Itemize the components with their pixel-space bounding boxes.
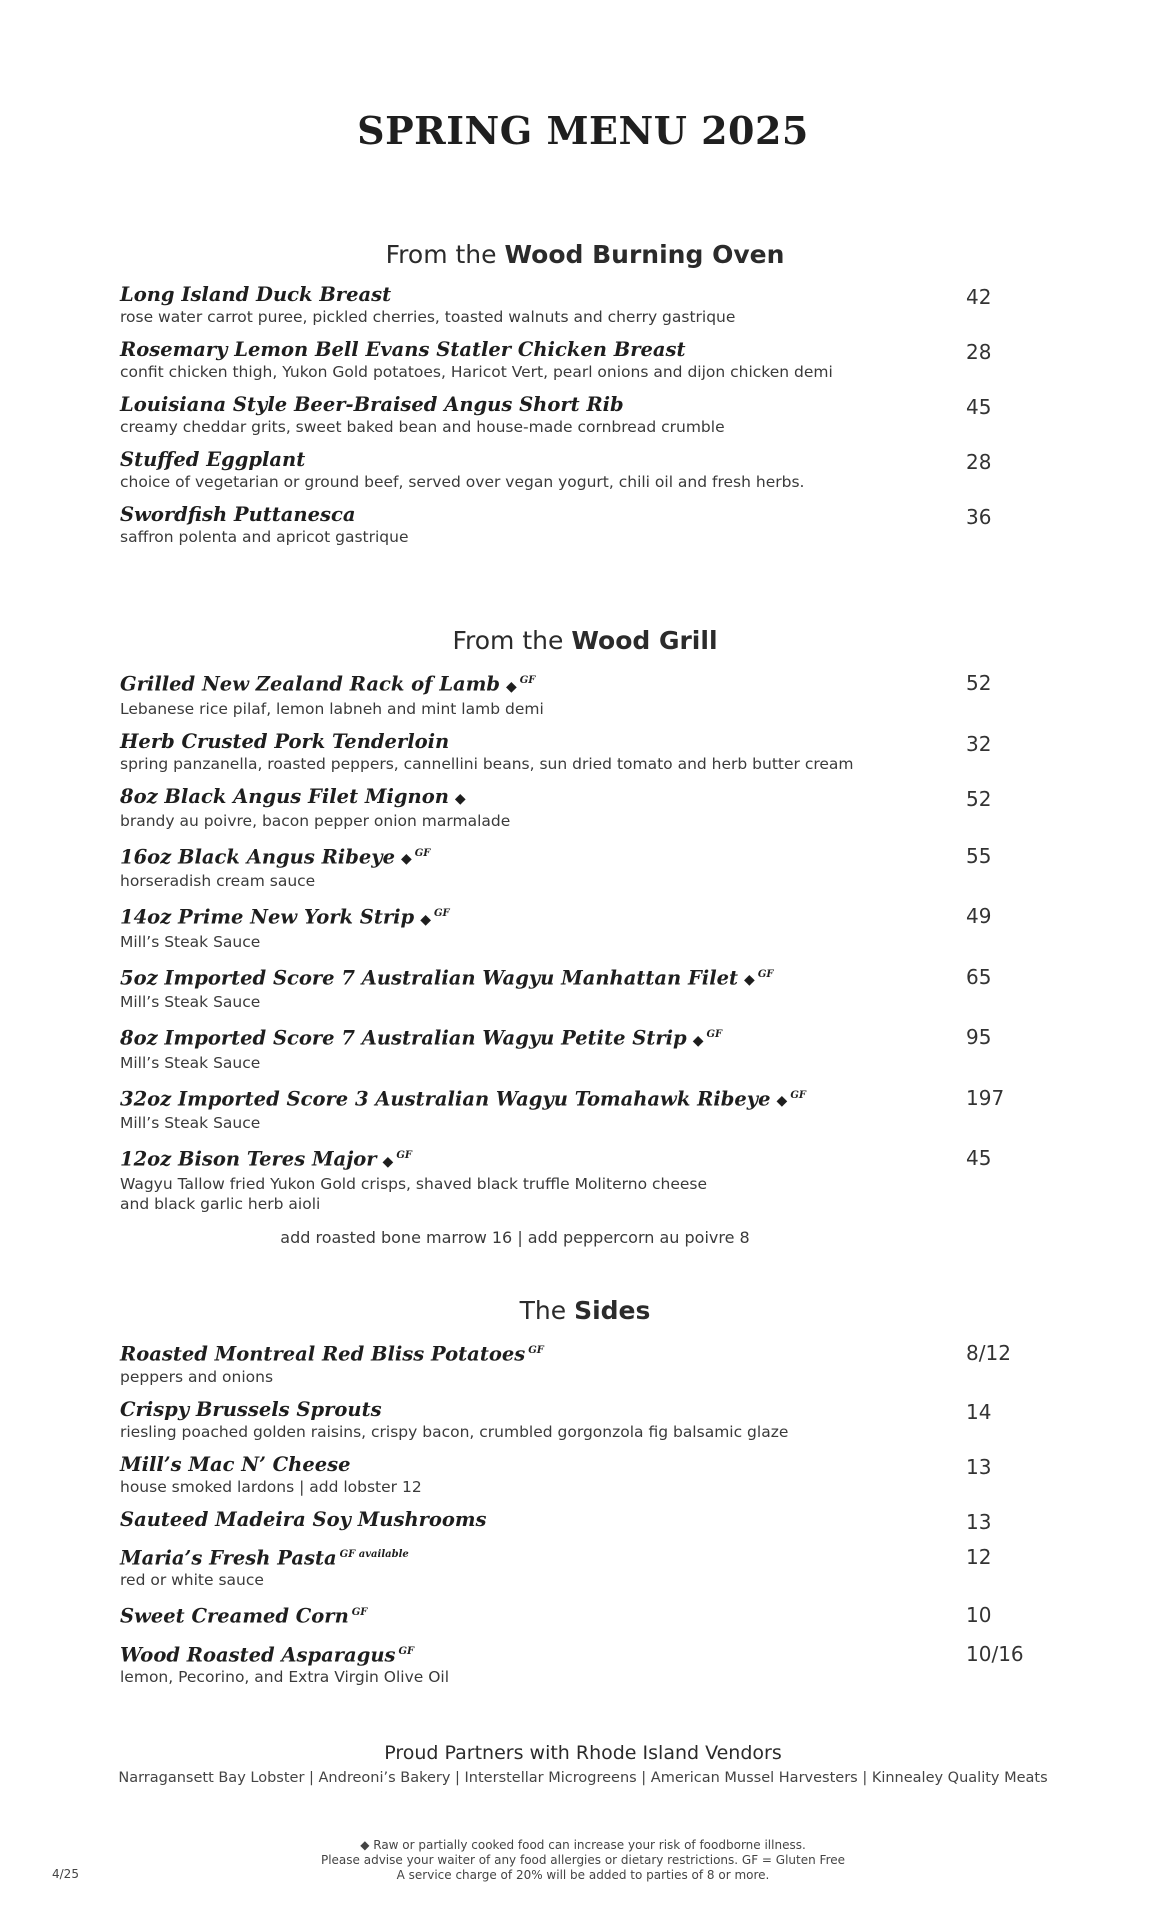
menu-item-title-line — [120, 1084, 1050, 1114]
menu-item-title-line — [120, 1023, 1050, 1053]
menu-item — [120, 1144, 1050, 1214]
menu-item — [120, 338, 1050, 382]
menu-item-name: 14oz Prime New York Strip — [120, 905, 415, 929]
menu-item-title-line — [120, 1144, 1050, 1174]
menu-item-description: spring panzanella, roasted peppers, cannellini beans, sun dried tomato and herb butter cream — [120, 754, 854, 773]
menu-item-price: 95 — [966, 1025, 992, 1049]
raw-food-diamond-icon: ◆ — [744, 972, 755, 988]
menu-item-name: 8oz Black Angus Filet Mignon — [120, 784, 449, 808]
menu-item-name: 8oz Imported Score 7 Australian Wagyu Petite Strip — [120, 1026, 687, 1050]
menu-item-description: Mill’s Steak Sauce — [120, 993, 261, 1011]
menu-item-title-line — [120, 1601, 1050, 1629]
menu-item — [120, 842, 1050, 892]
menu-item — [120, 1543, 1050, 1591]
menu-item-description: horseradish cream sauce — [120, 872, 316, 890]
raw-food-diamond-icon: ◆ — [776, 1093, 788, 1109]
raw-food-diamond-icon: ◆ — [692, 1032, 704, 1049]
menu-item-title-line — [120, 1508, 1050, 1532]
menu-item-title-line — [120, 730, 1050, 754]
menu-item — [120, 1508, 1050, 1532]
gluten-free-tag: GF — [414, 847, 431, 859]
menu-item — [120, 902, 1050, 952]
section-heading — [120, 240, 1050, 269]
menu-item-price: 65 — [966, 964, 992, 989]
menu-item-description: riesling poached golden raisins, crispy bacon, crumbled gorgonzola fig balsamic glaze — [120, 1422, 789, 1441]
menu-item-price: 8/12 — [966, 1341, 1011, 1365]
menu-item — [120, 1398, 1050, 1442]
menu-item-name: 32oz Imported Score 3 Australian Wagyu Tomahawk Ribeye — [120, 1087, 771, 1110]
gluten-free-tag: GF — [351, 1607, 368, 1618]
section-wood-burning-oven — [120, 240, 1050, 558]
menu-item — [120, 730, 1050, 774]
menu-item-title-line — [120, 448, 1050, 472]
section-heading-prefix: From the — [385, 240, 497, 269]
menu-item — [120, 503, 1050, 547]
grill-addon-note: add roasted bone marrow 16 | add peppercorn au poivre 8 — [280, 1227, 750, 1247]
gluten-free-tag: GF — [396, 1150, 412, 1161]
section-wood-grill — [120, 626, 1050, 1247]
menu-item-price: 13 — [966, 1509, 992, 1534]
menu-item-price: 45 — [966, 1146, 992, 1170]
menu-item-name: Swordfish Puttanesca — [120, 503, 356, 526]
menu-item-price: 14 — [966, 1399, 992, 1424]
menu-item-title-line — [120, 785, 1050, 811]
menu-item-list — [120, 283, 1050, 547]
menu-item-name: Stuffed Eggplant — [120, 448, 306, 471]
menu-item-description: rose water carrot puree, pickled cherries, toasted walnuts and cherry gastrique — [120, 308, 736, 326]
menu-item-name: 16oz Black Angus Ribeye — [120, 845, 395, 868]
menu-item-name: Crispy Brussels Sprouts — [120, 1397, 382, 1421]
menu-item-name: 12oz Bison Teres Major — [120, 1147, 377, 1171]
menu-item-name: Louisiana Style Beer-Braised Angus Short Rib — [120, 393, 624, 416]
menu-item — [120, 448, 1050, 492]
section-sides — [120, 1296, 1050, 1698]
menu-item-description: Mill’s Steak Sauce — [120, 1114, 261, 1132]
menu-item-price: 32 — [966, 731, 992, 756]
gluten-free-tag: GF — [528, 1345, 544, 1356]
section-heading-prefix: From the — [452, 626, 564, 655]
footer-line-allergies: Please advise your waiter of any food allergies or dietary restrictions. GF = Gluten Free — [320, 1853, 846, 1867]
menu-item — [120, 785, 1050, 831]
gluten-free-tag: GF available — [339, 1548, 409, 1560]
gluten-free-tag: GF — [706, 1029, 723, 1040]
menu-item-price: 28 — [966, 450, 992, 474]
menu-item — [120, 963, 1050, 1013]
raw-food-diamond-icon: ◆ — [382, 1153, 394, 1170]
menu-item-price: 10/16 — [966, 1641, 1024, 1666]
menu-item-description: lemon, Pecorino, and Extra Virgin Olive Oil — [120, 1668, 450, 1686]
menu-item-title-line — [120, 842, 1050, 872]
footer-notice — [0, 1838, 1166, 1883]
menu-item-name: Rosemary Lemon Bell Evans Statler Chicken Breast — [120, 338, 686, 361]
gluten-free-tag: GF — [757, 968, 774, 980]
section-heading-name: Wood Grill — [571, 626, 718, 655]
menu-item-name: Mill’s Mac N’ Cheese — [120, 1452, 351, 1476]
menu-item-description: house smoked lardons | add lobster 12 — [120, 1477, 422, 1496]
menu-item-description: Lebanese rice pilaf, lemon labneh and mint lamb demi — [120, 699, 544, 718]
menu-item-name: Herb Crusted Pork Tenderloin — [120, 729, 450, 753]
menu-item-description-continued: and black garlic herb aioli — [120, 1194, 321, 1213]
menu-item-price: 13 — [966, 1454, 992, 1479]
menu-item — [120, 669, 1050, 719]
menu-item — [120, 1084, 1050, 1134]
menu-item-price: 42 — [966, 285, 992, 309]
section-heading — [120, 626, 1050, 655]
date-code: 4/25 — [52, 1867, 79, 1881]
menu-item-description: confit chicken thigh, Yukon Gold potatoes, Haricot Vert, pearl onions and dijon chicken demi — [120, 363, 833, 381]
raw-food-diamond-icon: ◆ — [454, 790, 466, 807]
menu-item-title-line — [120, 393, 1050, 417]
menu-item-price: 197 — [966, 1085, 1005, 1110]
gluten-free-tag: GF — [433, 908, 450, 919]
menu-item-name: Wood Roasted Asparagus — [120, 1643, 396, 1666]
menu-item-list — [120, 1339, 1050, 1687]
menu-item-price: 52 — [966, 671, 992, 695]
menu-item-title-line — [120, 669, 1050, 699]
menu-item-title-line — [120, 902, 1050, 932]
menu-item-title-line — [120, 338, 1050, 362]
menu-item-price: 52 — [966, 786, 992, 811]
menu-item-description: Mill’s Steak Sauce — [120, 932, 261, 951]
menu-item-name: 5oz Imported Score 7 Australian Wagyu Manhattan Filet — [120, 966, 739, 989]
menu-item-description: choice of vegetarian or ground beef, served over vegan yogurt, chili oil and fresh herbs. — [120, 473, 805, 491]
section-heading — [120, 1296, 1050, 1325]
raw-food-diamond-icon: ◆ — [400, 851, 412, 867]
section-heading-prefix: The — [519, 1296, 567, 1325]
raw-food-diamond-icon: ◆ — [505, 678, 517, 695]
menu-item-title-line — [120, 1453, 1050, 1477]
menu-item — [120, 1339, 1050, 1387]
menu-item-price: 10 — [966, 1603, 992, 1627]
menu-item — [120, 1023, 1050, 1073]
menu-item-name: Roasted Montreal Red Bliss Potatoes — [120, 1342, 526, 1366]
menu-item-description: brandy au poivre, bacon pepper onion marmalade — [120, 811, 511, 830]
section-heading-name: Sides — [574, 1296, 651, 1325]
menu-item-price: 45 — [966, 395, 992, 419]
menu-item-name: Sauteed Madeira Soy Mushrooms — [120, 1507, 487, 1531]
menu-item-name: Grilled New Zealand Rack of Lamb — [120, 672, 500, 696]
raw-food-diamond-icon: ◆ — [420, 911, 431, 928]
menu-item-price: 28 — [966, 340, 992, 364]
section-heading-name: Wood Burning Oven — [504, 240, 785, 269]
gluten-free-tag: GF — [398, 1645, 415, 1657]
menu-item-name: Long Island Duck Breast — [120, 283, 392, 306]
menu-item-price: 36 — [966, 505, 992, 529]
menu-item-description: Mill’s Steak Sauce — [120, 1053, 261, 1072]
menu-item-price: 12 — [966, 1544, 992, 1569]
menu-item — [120, 1601, 1050, 1629]
menu-item-description: Wagyu Tallow fried Yukon Gold crisps, shaved black truffle Moliterno cheese — [120, 1174, 708, 1193]
menu-item — [120, 1453, 1050, 1497]
menu-item — [120, 393, 1050, 437]
partners-title: Proud Partners with Rhode Island Vendors — [384, 1742, 782, 1764]
page-title: SPRING MENU 2025 — [357, 108, 809, 153]
menu-item-title-line — [120, 503, 1050, 527]
menu-item-name: Maria’s Fresh Pasta — [120, 1546, 337, 1569]
menu-item-title-line — [120, 1543, 1050, 1571]
partners-block — [0, 1742, 1166, 1786]
menu-item-title-line — [120, 1339, 1050, 1367]
menu-item-title-line — [120, 1398, 1050, 1422]
menu-item-description: red or white sauce — [120, 1571, 264, 1589]
menu-item-description: peppers and onions — [120, 1367, 274, 1386]
footer-line-raw-food: ◆ Raw or partially cooked food can increase your risk of foodborne illness. — [360, 1838, 806, 1852]
partners-list: Narragansett Bay Lobster | Andreoni’s Bakery | Interstellar Microgreens | American Mussel Harvesters | Kinnealey Quality Meats — [118, 1770, 1048, 1786]
menu-item-price: 49 — [966, 904, 992, 928]
menu-item-title-line — [120, 963, 1050, 993]
menu-item-description: creamy cheddar grits, sweet baked bean and house-made cornbread crumble — [120, 418, 725, 436]
menu-item — [120, 1640, 1050, 1688]
menu-item-description: saffron polenta and apricot gastrique — [120, 528, 409, 546]
gluten-free-tag: GF — [790, 1089, 806, 1101]
menu-item-title-line — [120, 283, 1050, 307]
menu-item-name: Sweet Creamed Corn — [120, 1604, 349, 1628]
footer-line-service-charge: A service charge of 20% will be added to parties of 8 or more. — [396, 1868, 770, 1882]
menu-item — [120, 283, 1050, 327]
menu-item-price: 55 — [966, 843, 992, 868]
menu-item-title-line — [120, 1640, 1050, 1668]
menu-item-list — [120, 669, 1050, 1214]
gluten-free-tag: GF — [519, 675, 536, 686]
